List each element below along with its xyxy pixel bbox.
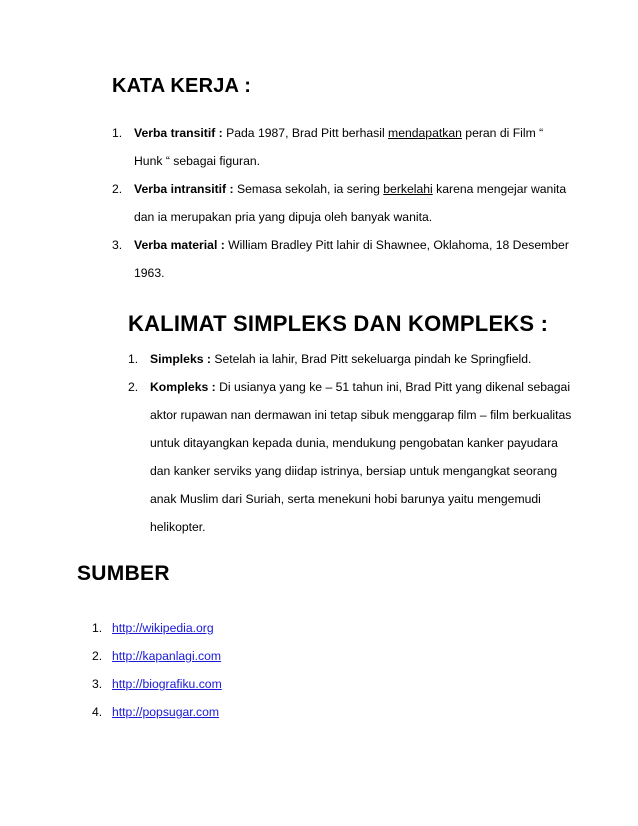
list-number: 4.: [92, 705, 103, 719]
list-item: [112, 119, 574, 175]
list-item: [112, 175, 574, 231]
item-text: karena mengejar wanita dan ia merupakan pria yang dipuja oleh banyak wanita.: [134, 182, 567, 224]
list-item: [112, 231, 574, 287]
source-link-biografiku[interactable]: http://biografiku.com: [112, 677, 222, 691]
item-text: Setelah ia lahir, Brad Pitt sekeluarga pindah ke Springfield.: [210, 352, 532, 366]
underlined-verb: mendapatkan: [388, 126, 462, 140]
list-number: 2.: [92, 649, 103, 663]
list-item: [92, 642, 392, 670]
item-text: Semasa sekolah, ia sering: [233, 182, 384, 196]
source-link-popsugar[interactable]: http://popsugar.com: [112, 705, 220, 719]
item-text: Pada 1987, Brad Pitt berhasil: [222, 126, 389, 140]
heading-kalimat: KALIMAT SIMPLEKS DAN KOMPLEKS :: [128, 311, 549, 336]
list-item: [92, 614, 392, 642]
underlined-verb: berkelahi: [383, 182, 433, 196]
item-label: Verba material :: [134, 238, 225, 252]
list-number: 3.: [112, 238, 123, 252]
list-number: 1.: [92, 621, 103, 635]
list-number: 2.: [112, 182, 123, 196]
list-item: [92, 698, 392, 726]
item-text: Di usianya yang ke – 51 tahun ini, Brad Pitt yang dikenal sebagai aktor rupawan nan dermawan ini tetap sibuk menggarap film – film berkualitas untuk ditayangkan kepada dunia, mendukung pengobatan kanker payudara dan kanker serviks yang diidap istrinya, bersiap untuk mengangkat seorang anak Muslim dari Suriah, serta menekuni hobi barunya yaitu mengemudi helikopter.: [150, 380, 572, 534]
kata-kerja-list: [112, 119, 574, 287]
item-label: Verba intransitif :: [134, 182, 234, 196]
source-link-wikipedia[interactable]: http://wikipedia.org: [112, 621, 214, 635]
list-number: 1.: [112, 126, 123, 140]
heading-kata-kerja: KATA KERJA :: [112, 75, 252, 97]
item-label: Verba transitif :: [134, 126, 223, 140]
item-text: William Bradley Pitt lahir di Shawnee, Oklahoma, 18 Desember 1963.: [134, 238, 569, 280]
list-item: [92, 670, 392, 698]
sumber-list: [92, 614, 392, 726]
item-text: peran di Film “ Hunk “ sebagai figuran.: [134, 126, 544, 168]
list-item: [128, 373, 580, 541]
source-link-kapanlagi[interactable]: http://kapanlagi.com: [112, 649, 222, 663]
item-label: Simpleks :: [150, 352, 211, 366]
list-number: 1.: [128, 352, 139, 366]
heading-sumber: SUMBER: [77, 562, 170, 585]
item-label: Kompleks :: [150, 380, 216, 394]
list-item: [128, 345, 580, 373]
kalimat-list: [128, 345, 580, 541]
list-number: 3.: [92, 677, 103, 691]
list-number: 2.: [128, 380, 139, 394]
